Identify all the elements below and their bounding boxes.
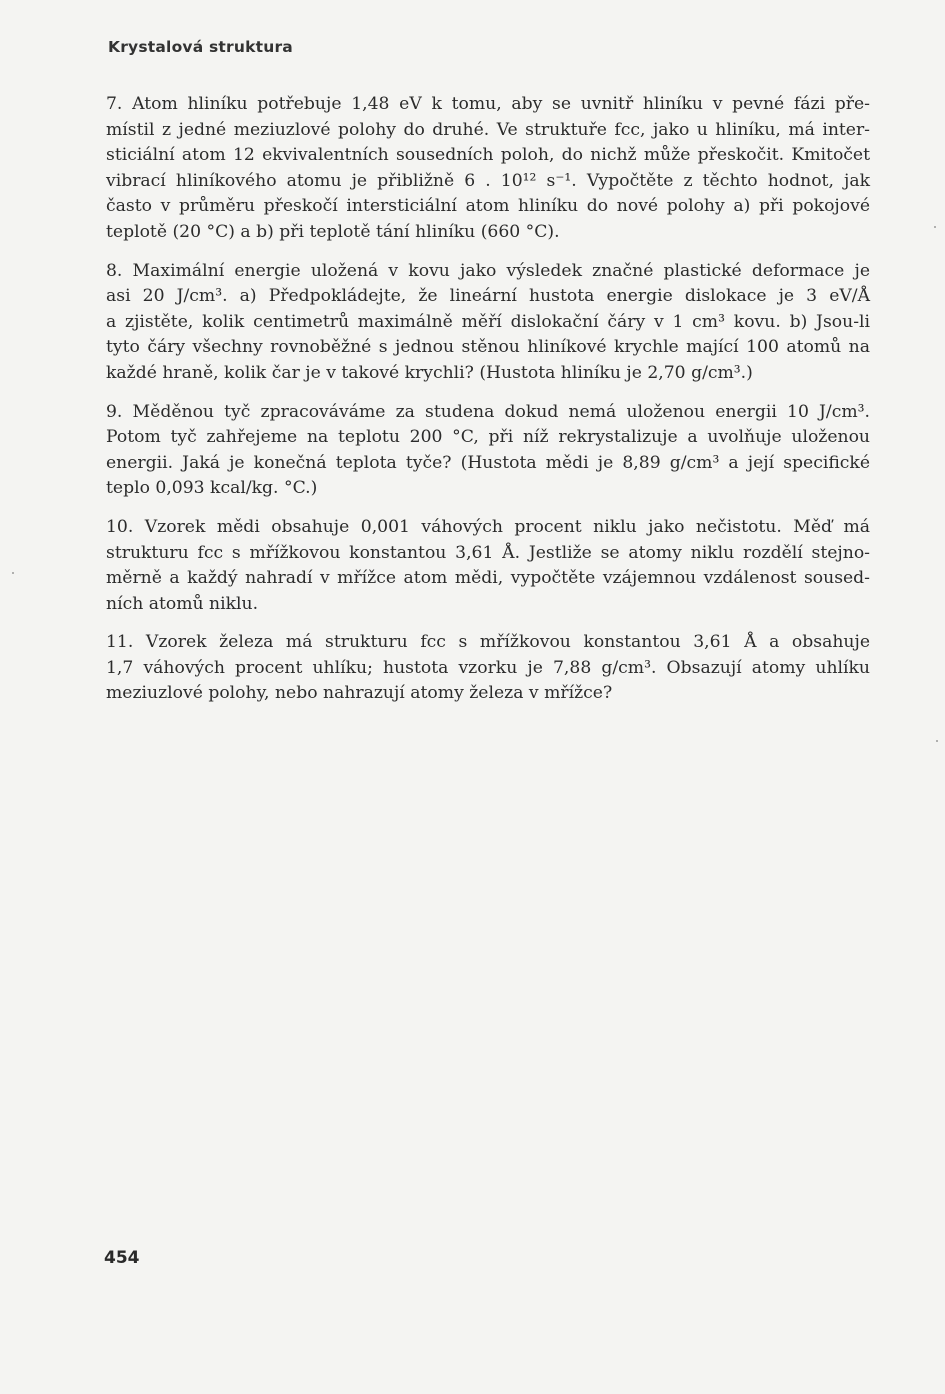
text-line: každé hraně, kolik čar je v takové krychli? (Hustota hliníku je 2,70 g/cm³.) (106, 362, 753, 383)
text-line: měrně a každý nahradí v mřížce atom mědi, vypočtěte vzájemnou vzdálenost soused- (106, 568, 870, 589)
text-line: teplotě (20 °C) a b) při teplotě tání hliníku (660 °C). (106, 221, 560, 242)
page-number: 454 (104, 1248, 140, 1268)
text-line: Potom tyč zahřejeme na teplotu 200 °C, při níž rekrystalizuje a uvolňuje uloženou (106, 427, 870, 448)
problem-9 (106, 400, 870, 502)
problem-7 (106, 92, 870, 246)
scan-speck (936, 740, 938, 742)
problem-list (106, 92, 870, 720)
text-line: teplo 0,093 kcal/kg. °C.) (106, 478, 318, 499)
text-line: často v průměru přeskočí intersticiální atom hliníku do nové polohy a) při pokojové (106, 196, 870, 217)
text-line: sticiální atom 12 ekvivalentních sousedních poloh, do nichž může přeskočit. Kmitočet (106, 145, 870, 166)
problem-8 (106, 259, 870, 387)
text-line: 11. Vzorek železa má strukturu fcc s mřížkovou konstantou 3,61 Å a obsahuje (106, 632, 870, 653)
scan-speck (12, 572, 14, 574)
running-header: Krystalová struktura (108, 38, 293, 56)
text-line: energii. Jaká je konečná teplota tyče? (Hustota mědi je 8,89 g/cm³ a její specifické (106, 452, 870, 473)
text-line: vibrací hliníkového atomu je přibližně 6 . 10¹² s⁻¹. Vypočtěte z těchto hodnot, jak (106, 170, 870, 191)
problem-11 (106, 630, 870, 707)
text-line: 1,7 váhových procent uhlíku; hustota vzorku je 7,88 g/cm³. Obsazují atomy uhlíku (106, 657, 870, 678)
text-line: 10. Vzorek mědi obsahuje 0,001 váhových procent niklu jako nečistotu. Měď má (106, 516, 870, 537)
scan-speck (934, 226, 936, 228)
text-line: strukturu fcc s mřížkovou konstantou 3,61 Å. Jestliže se atomy niklu rozdělí stejno- (106, 542, 870, 563)
text-line: asi 20 J/cm³. a) Předpokládejte, že lineární hustota energie dislokace je 3 eV/Å (106, 286, 870, 307)
text-line: 9. Měděnou tyč zpracováváme za studena dokud nemá uloženou energii 10 J/cm³. (106, 401, 870, 422)
text-line: meziuzlové polohy, nebo nahrazují atomy železa v mřížce? (106, 683, 613, 704)
problem-10 (106, 515, 870, 617)
text-line: 8. Maximální energie uložená v kovu jako výsledek značné plastické deformace je (106, 260, 870, 281)
text-line: tyto čáry všechny rovnoběžné s jednou stěnou hliníkové krychle mající 100 atomů na (106, 337, 870, 358)
text-line: 7. Atom hliníku potřebuje 1,48 eV k tomu, aby se uvnitř hliníku v pevné fázi pře- (106, 94, 870, 114)
text-line: místil z jedné meziuzlové polohy do druhé. Ve struktuře fcc, jako u hliníku, má inter- (106, 119, 870, 140)
text-line: ních atomů niklu. (106, 593, 259, 614)
text-line: a zjistěte, kolik centimetrů maximálně měří dislokační čáry v 1 cm³ kovu. b) Jsou-li (106, 311, 870, 332)
